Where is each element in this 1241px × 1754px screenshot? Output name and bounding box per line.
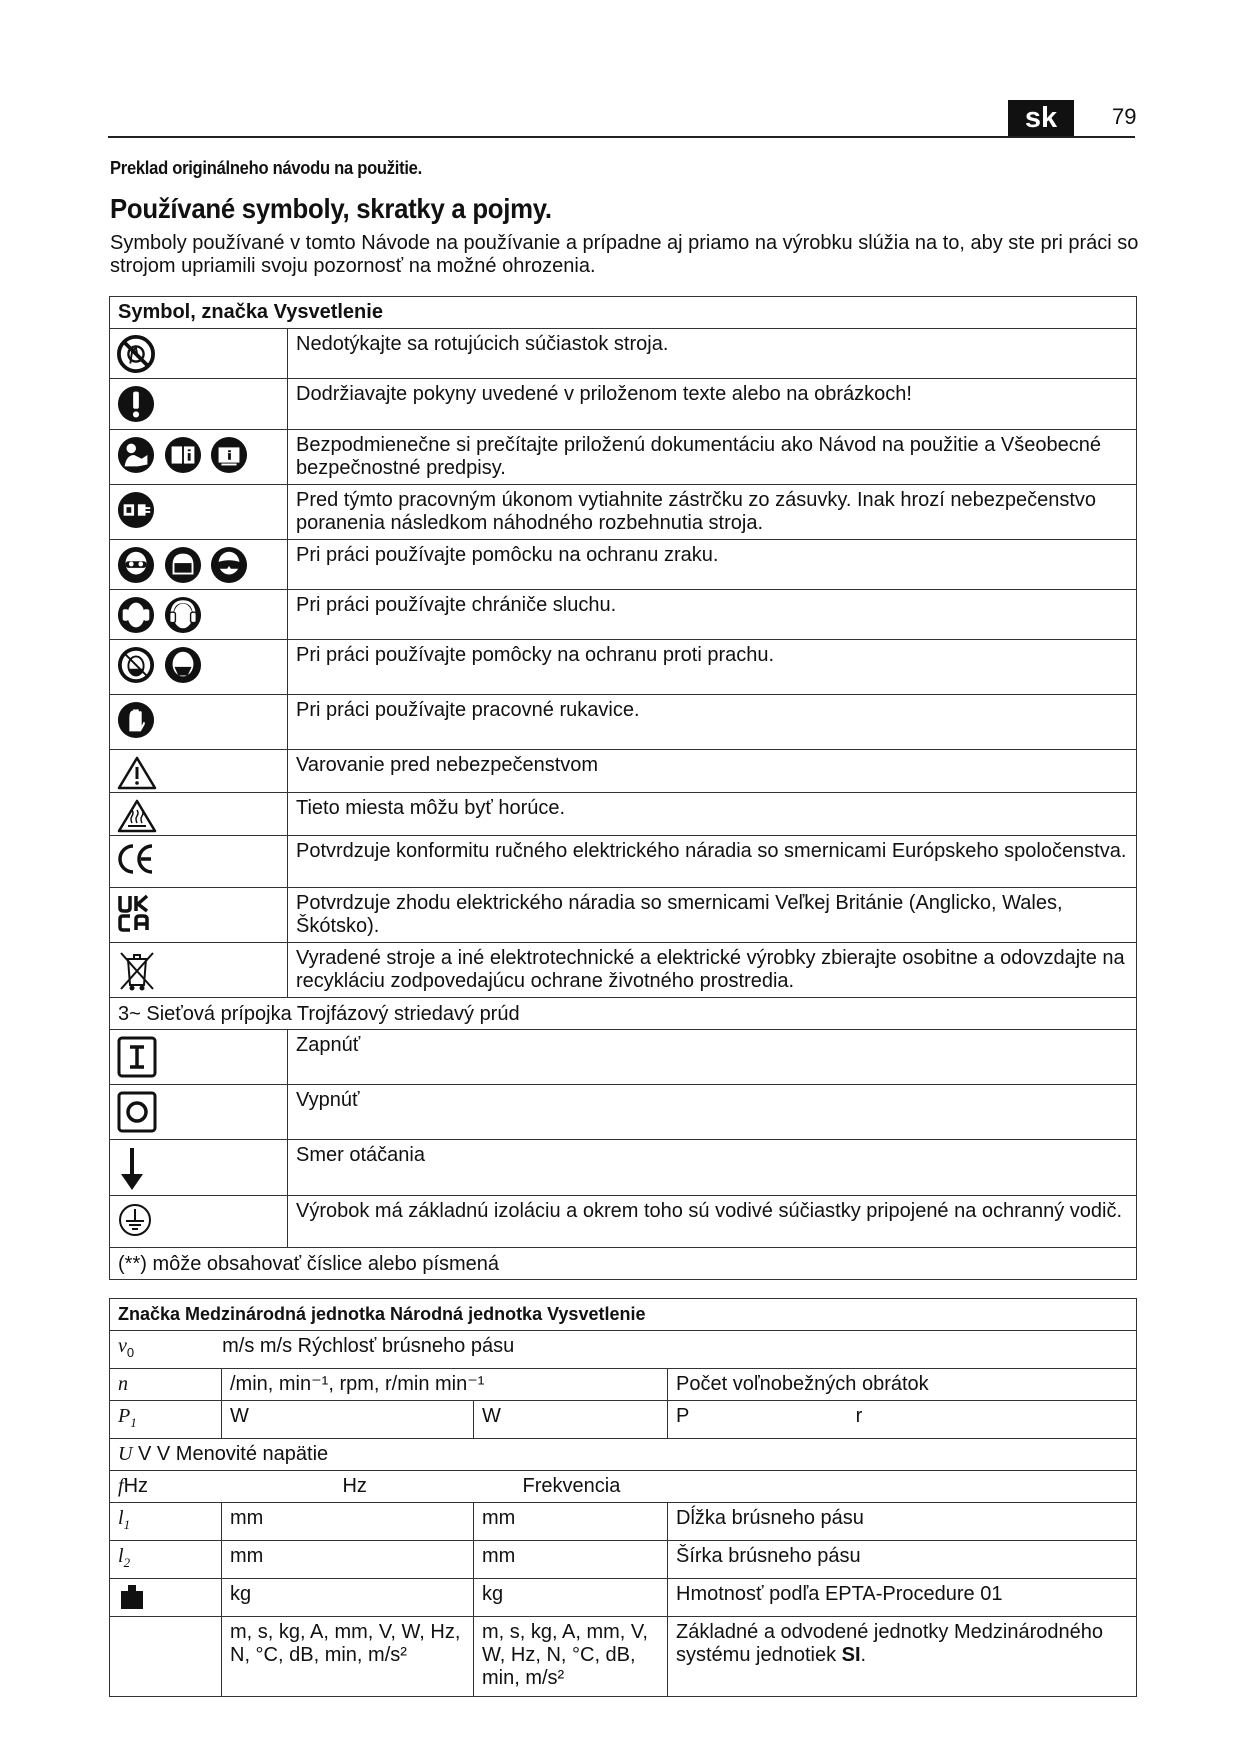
icon-cell xyxy=(110,750,288,793)
intl-unit-cell: mm xyxy=(222,1541,474,1579)
description-cell: Hmotnosť podľa EPTA-Procedure 01 xyxy=(668,1579,1137,1617)
unit-symbol: v xyxy=(118,1335,127,1357)
ear-protection-icon xyxy=(164,596,202,634)
read-manual-person-icon xyxy=(117,436,155,474)
si-label: SI xyxy=(841,1644,861,1666)
intl-unit-cell: m, s, kg, A, mm, V, W, Hz, N, °C, dB, min, m/s² xyxy=(222,1617,474,1697)
unit-symbol-cell xyxy=(110,1579,222,1617)
description: Varovanie pred nebezpečenstvom xyxy=(288,750,1137,793)
si-period: . xyxy=(860,1644,867,1666)
respirator-icon xyxy=(164,646,202,684)
units-table-header: Značka Medzinárodná jednotka Národná jednotka Vysvetlenie xyxy=(110,1299,1137,1331)
gloves-icon xyxy=(117,701,155,739)
unit-symbol: U xyxy=(118,1443,133,1465)
three-phase-row: 3~ Sieťová prípojka Trojfázový striedavý prúd xyxy=(110,998,1137,1030)
table-row xyxy=(110,1331,1137,1369)
intl-unit-cell: mm xyxy=(222,1503,474,1541)
table-row xyxy=(110,1369,1137,1401)
icon-cell xyxy=(110,379,288,430)
goggles-icon xyxy=(117,546,155,584)
footer-note-row: (**) môže obsahovať číslice alebo písmená xyxy=(110,1248,1137,1280)
unit-symbol-sub: 0 xyxy=(126,1345,135,1360)
language-badge: sk xyxy=(1008,100,1074,136)
intl-unit-cell: /min, min⁻¹, rpm, r/min min⁻¹ xyxy=(222,1369,668,1401)
symbols-table-header: Symbol, značka Vysvetlenie xyxy=(110,297,1137,329)
description: Pri práci používajte pracovné rukavice. xyxy=(288,695,1137,750)
unplug-icon xyxy=(117,491,155,529)
read-manual-info-icon xyxy=(210,436,248,474)
description: Pred týmto pracovným úkonom vytiahnite zástrčku zo zásuvky. Inak hrozí nebezpečenstvo poranenia následkom náhodného rozbehnutia stroja. xyxy=(288,485,1137,540)
icon-cell xyxy=(110,329,288,379)
switch-on-icon xyxy=(117,1036,157,1078)
description: Potvrdzuje konformitu ručného elektrického náradia so smernicami Európskeho spoločenstva. xyxy=(288,836,1137,888)
table-row xyxy=(110,1085,1137,1140)
description-cell: P r xyxy=(668,1401,1137,1439)
table-row xyxy=(110,750,1137,793)
description: Dodržiavajte pokyny uvedené v priloženom texte alebo na obrázkoch! xyxy=(288,379,1137,430)
table-row xyxy=(110,888,1137,943)
header-rule xyxy=(108,136,1135,138)
mandatory-action-icon xyxy=(117,385,155,423)
units-table xyxy=(109,1298,1137,1697)
subtitle: Preklad originálneho návodu na použitie. xyxy=(110,158,422,178)
unit-symbol-cell xyxy=(110,1541,222,1579)
description: Vypnúť xyxy=(288,1085,1137,1140)
table-row xyxy=(110,329,1137,379)
icon-cell xyxy=(110,1085,288,1140)
icon-cell xyxy=(110,540,288,590)
table-row xyxy=(110,640,1137,695)
icon-cell xyxy=(110,1196,288,1248)
safety-glasses-icon xyxy=(210,546,248,584)
unit-symbol-cell xyxy=(110,1617,222,1697)
hot-surface-icon xyxy=(117,799,157,833)
table-row xyxy=(110,836,1137,888)
table-row xyxy=(110,998,1137,1030)
unit-row-span xyxy=(110,1439,1137,1471)
icon-cell xyxy=(110,485,288,540)
table-header-row xyxy=(110,297,1137,329)
no-touch-rotating-icon xyxy=(117,335,155,373)
symbols-table xyxy=(109,296,1137,1280)
table-row xyxy=(110,1140,1137,1196)
warning-triangle-icon xyxy=(117,756,157,790)
unit-row-text: V V Menovité napätie xyxy=(138,1443,329,1465)
unit-symbol: P xyxy=(118,1405,131,1427)
icon-cell xyxy=(110,1030,288,1085)
table-row xyxy=(110,1541,1137,1579)
description: Pri práci používajte chrániče sluchu. xyxy=(288,590,1137,640)
description: Nedotýkajte sa rotujúcich súčiastok stroja. xyxy=(288,329,1137,379)
ce-mark-icon xyxy=(117,842,157,876)
icon-cell xyxy=(110,430,288,485)
national-unit-cell: kg xyxy=(474,1579,668,1617)
ear-muffs-icon xyxy=(117,596,155,634)
icon-cell xyxy=(110,1140,288,1196)
unit-symbol: f xyxy=(118,1475,124,1497)
unit-symbol: l xyxy=(118,1507,124,1529)
table-row xyxy=(110,1401,1137,1439)
icon-cell xyxy=(110,836,288,888)
description: Zapnúť xyxy=(288,1030,1137,1085)
table-row xyxy=(110,1503,1137,1541)
table-row xyxy=(110,430,1137,485)
national-unit-cell: W xyxy=(474,1401,668,1439)
unit-row-span xyxy=(110,1331,1137,1369)
weee-bin-icon xyxy=(117,949,157,993)
description-cell: Dĺžka brúsneho pásu xyxy=(668,1503,1137,1541)
description: Pri práci používajte pomôcky na ochranu proti prachu. xyxy=(288,640,1137,695)
unit-row-span xyxy=(110,1471,1137,1503)
unit-symbol-sub: 2 xyxy=(123,1555,131,1570)
national-unit-cell: mm xyxy=(474,1503,668,1541)
table-row xyxy=(110,485,1137,540)
table-row xyxy=(110,1248,1137,1280)
description: Tieto miesta môžu byť horúce. xyxy=(288,793,1137,836)
table-row xyxy=(110,1196,1137,1248)
icon-cell xyxy=(110,793,288,836)
weight-icon xyxy=(118,1583,146,1611)
description-cell: Počet voľnobežných obrátok xyxy=(668,1369,1137,1401)
description: Potvrdzuje zhodu elektrického náradia so smernicami Veľkej Británie (Anglicko, Wales, Škótsko). xyxy=(288,888,1137,943)
table-row xyxy=(110,1030,1137,1085)
unit-row-text: Hz Hz Frekvencia xyxy=(123,1475,621,1497)
icon-cell xyxy=(110,640,288,695)
table-header-row xyxy=(110,1299,1137,1331)
unit-symbol-sub: 1 xyxy=(123,1517,131,1532)
intl-unit-cell: kg xyxy=(222,1579,474,1617)
table-row xyxy=(110,1617,1137,1697)
table-row xyxy=(110,793,1137,836)
table-row xyxy=(110,590,1137,640)
description: Bezpodmienečne si prečítajte priloženú dokumentáciu ako Návod na použitie a Všeobecné bezpečnostné predpisy. xyxy=(288,430,1137,485)
table-row xyxy=(110,379,1137,430)
national-unit-cell: m, s, kg, A, mm, V, W, Hz, N, °C, dB, min, m/s² xyxy=(474,1617,668,1697)
table-row xyxy=(110,540,1137,590)
protective-earth-icon xyxy=(117,1202,153,1238)
unit-symbol: l xyxy=(118,1545,124,1567)
unit-symbol-sub: 1 xyxy=(130,1415,137,1430)
unit-symbol: n xyxy=(118,1373,128,1395)
icon-cell xyxy=(110,695,288,750)
table-row xyxy=(110,943,1137,998)
unit-symbol-cell xyxy=(110,1369,222,1401)
rotation-direction-arrow-icon xyxy=(117,1146,147,1192)
page-title: Používané symboly, skratky a pojmy. xyxy=(110,193,552,224)
face-shield-icon xyxy=(164,546,202,584)
intro-paragraph: Symboly používané v tomto Návode na používanie a prípadne aj priamo na výrobku slúžia na to, aby ste pri práci so strojom upriamili svoju pozornosť na možné ohrozenia. xyxy=(110,232,1139,277)
switch-off-icon xyxy=(117,1091,157,1133)
ukca-mark-icon xyxy=(117,894,151,932)
description-cell xyxy=(668,1617,1137,1697)
description: Smer otáčania xyxy=(288,1140,1137,1196)
icon-cell xyxy=(110,888,288,943)
icon-cell xyxy=(110,943,288,998)
si-description: Základné a odvodené jednotky Medzinárodného systému jednotiek xyxy=(676,1621,1103,1666)
table-row xyxy=(110,1579,1137,1617)
table-row xyxy=(110,1439,1137,1471)
page-number: 79 xyxy=(1112,104,1137,129)
description-cell: Šírka brúsneho pásu xyxy=(668,1541,1137,1579)
national-unit-cell: mm xyxy=(474,1541,668,1579)
table-row xyxy=(110,1471,1137,1503)
read-manual-book-icon xyxy=(164,436,202,474)
dust-mask-icon xyxy=(117,646,155,684)
table-row xyxy=(110,695,1137,750)
unit-row-text: m/s m/s Rýchlosť brúsneho pásu xyxy=(222,1335,515,1357)
description: Pri práci používajte pomôcku na ochranu zraku. xyxy=(288,540,1137,590)
unit-symbol-cell xyxy=(110,1401,222,1439)
icon-cell xyxy=(110,590,288,640)
intl-unit-cell: W xyxy=(222,1401,474,1439)
unit-symbol-cell xyxy=(110,1503,222,1541)
description: Výrobok má základnú izoláciu a okrem toho sú vodivé súčiastky pripojené na ochranný vodič. xyxy=(288,1196,1137,1248)
description: Vyradené stroje a iné elektrotechnické a elektrické výrobky zbierajte osobitne a odovzdajte na recykláciu zodpovedajúcu ochrane životného prostredia. xyxy=(288,943,1137,998)
